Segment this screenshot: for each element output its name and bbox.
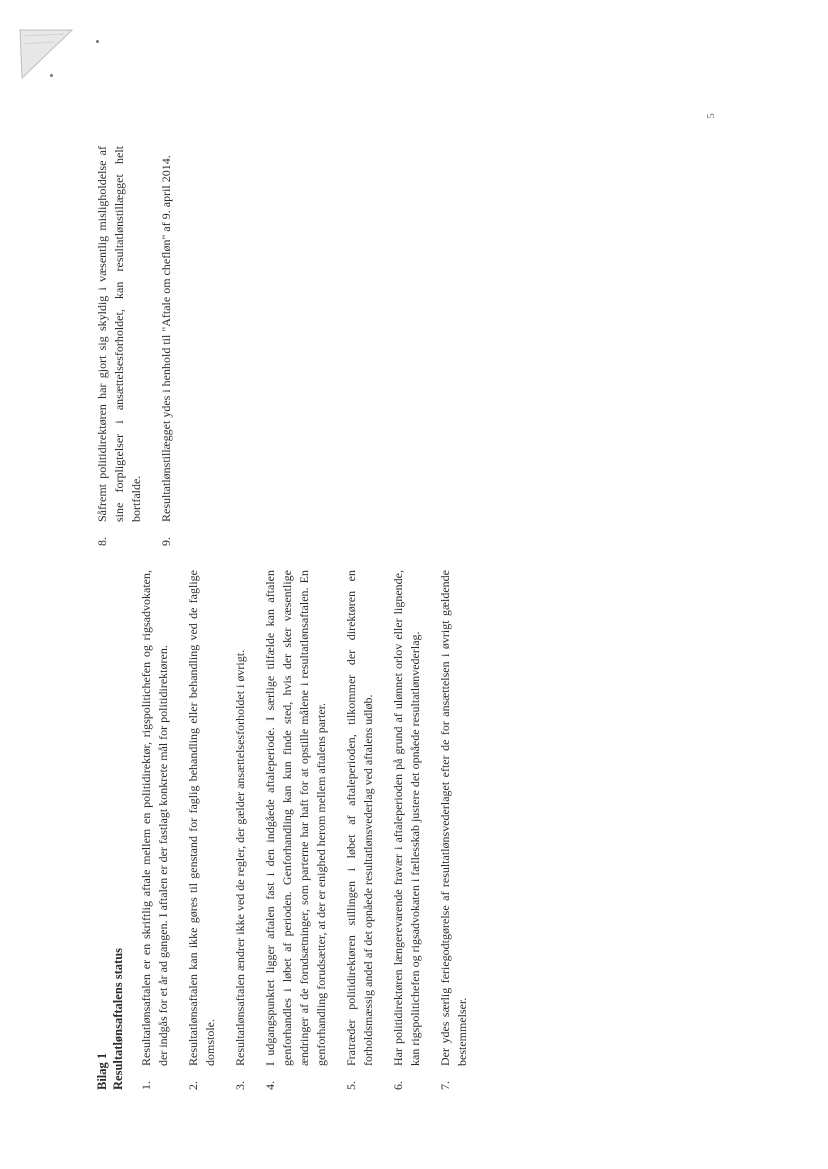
- list-item: [94, 146, 146, 546]
- item-number: 4.: [262, 1081, 277, 1090]
- document-body: [94, 90, 484, 1090]
- document-title: Resultatlønsaftalens status: [111, 947, 125, 1090]
- item-number: 7.: [437, 1081, 452, 1090]
- item-number: 5.: [343, 1081, 358, 1090]
- list-item: [262, 570, 331, 1090]
- item-text: Fratræder politidirektøren stillingen i løbet af aftaleperioden, tilkommer der direktøren en forholdsmæssig andel af det opnåede resultatlønsvederlag ved aftalens udløb.: [343, 570, 376, 1066]
- list-item: [158, 146, 175, 546]
- list-item: [232, 570, 249, 1090]
- list-item: [185, 570, 219, 1090]
- appendix-label: Bilag 1: [95, 1052, 109, 1090]
- scan-speck: [96, 40, 99, 43]
- item-number: 6.: [390, 1081, 405, 1090]
- scan-speck: [50, 74, 53, 77]
- item-text: Resultatlønsaftalen kan ikke gøres til genstand for faglig behandling eller behandling ved de faglige domstole.: [185, 570, 218, 1066]
- item-text: Såfremt politidirektøren har gjort sig skyldig i væsentlig misligholdelse af sine forpligtelser i ansættelsesforholdet, kan resultatlønstillægget helt bortfalde.: [95, 146, 144, 522]
- right-column: [94, 146, 188, 546]
- item-number: 8.: [95, 537, 109, 546]
- item-number: 9.: [159, 537, 174, 546]
- list-item: [390, 570, 424, 1090]
- list-item: [343, 570, 377, 1090]
- item-text: Resultatlønsaftalen er en skriftlig aftale mellem en politidirektør, rigspolitichefen og rigsadvokaten, der indgås for et år ad gangen. I aftalen er der fastlagt konkrete mål for politidirektøren.: [139, 570, 171, 1066]
- item-number: 3.: [232, 1081, 247, 1090]
- item-text: I udgangspunktet ligger aftalen fast i den indgåede aftaleperiode. I særlige tilfælde kan aftalen genforhandles i løbet af perioden. Genforhandling kan kun finde sted, hvis der sker væsentlige ændringer af de forudsætninger, som parterne har haft for at opstille målene i resultatlønsaftalen. En genforhandling forudsætter, at der er enighed herom mellem aftalens parter.: [262, 570, 329, 1066]
- page-number: 5: [704, 113, 717, 119]
- scan-fold-corner: [18, 28, 74, 80]
- item-text: Har politidirektøren længerevarende fravær i aftaleperioden på grund af ulønnet orlov eller lignende, kan rigspolitichefen og rigsadvokaten i fællesskab justere det opnåede resultatlønvederlag.: [390, 570, 422, 1066]
- item-text: Resultatlønstillægget ydes i henhold til "Aftale om chefløn" af 9. april 2014.: [159, 155, 174, 522]
- item-text: Der ydes særlig feriegodtgørelse af resultatlønsvederlaget efter de for ansættelsen i øvrigt gældende bestemmelser.: [437, 570, 469, 1066]
- list-item: [437, 570, 471, 1090]
- item-text: Resultatlønsaftalen ændrer ikke ved de regler, der gælder ansættelsesforholdet i øvrigt.: [232, 649, 247, 1066]
- item-number: 2.: [185, 1081, 200, 1090]
- left-column: [94, 570, 484, 1090]
- list-item: [138, 570, 172, 1090]
- item-number: 1.: [139, 1081, 153, 1090]
